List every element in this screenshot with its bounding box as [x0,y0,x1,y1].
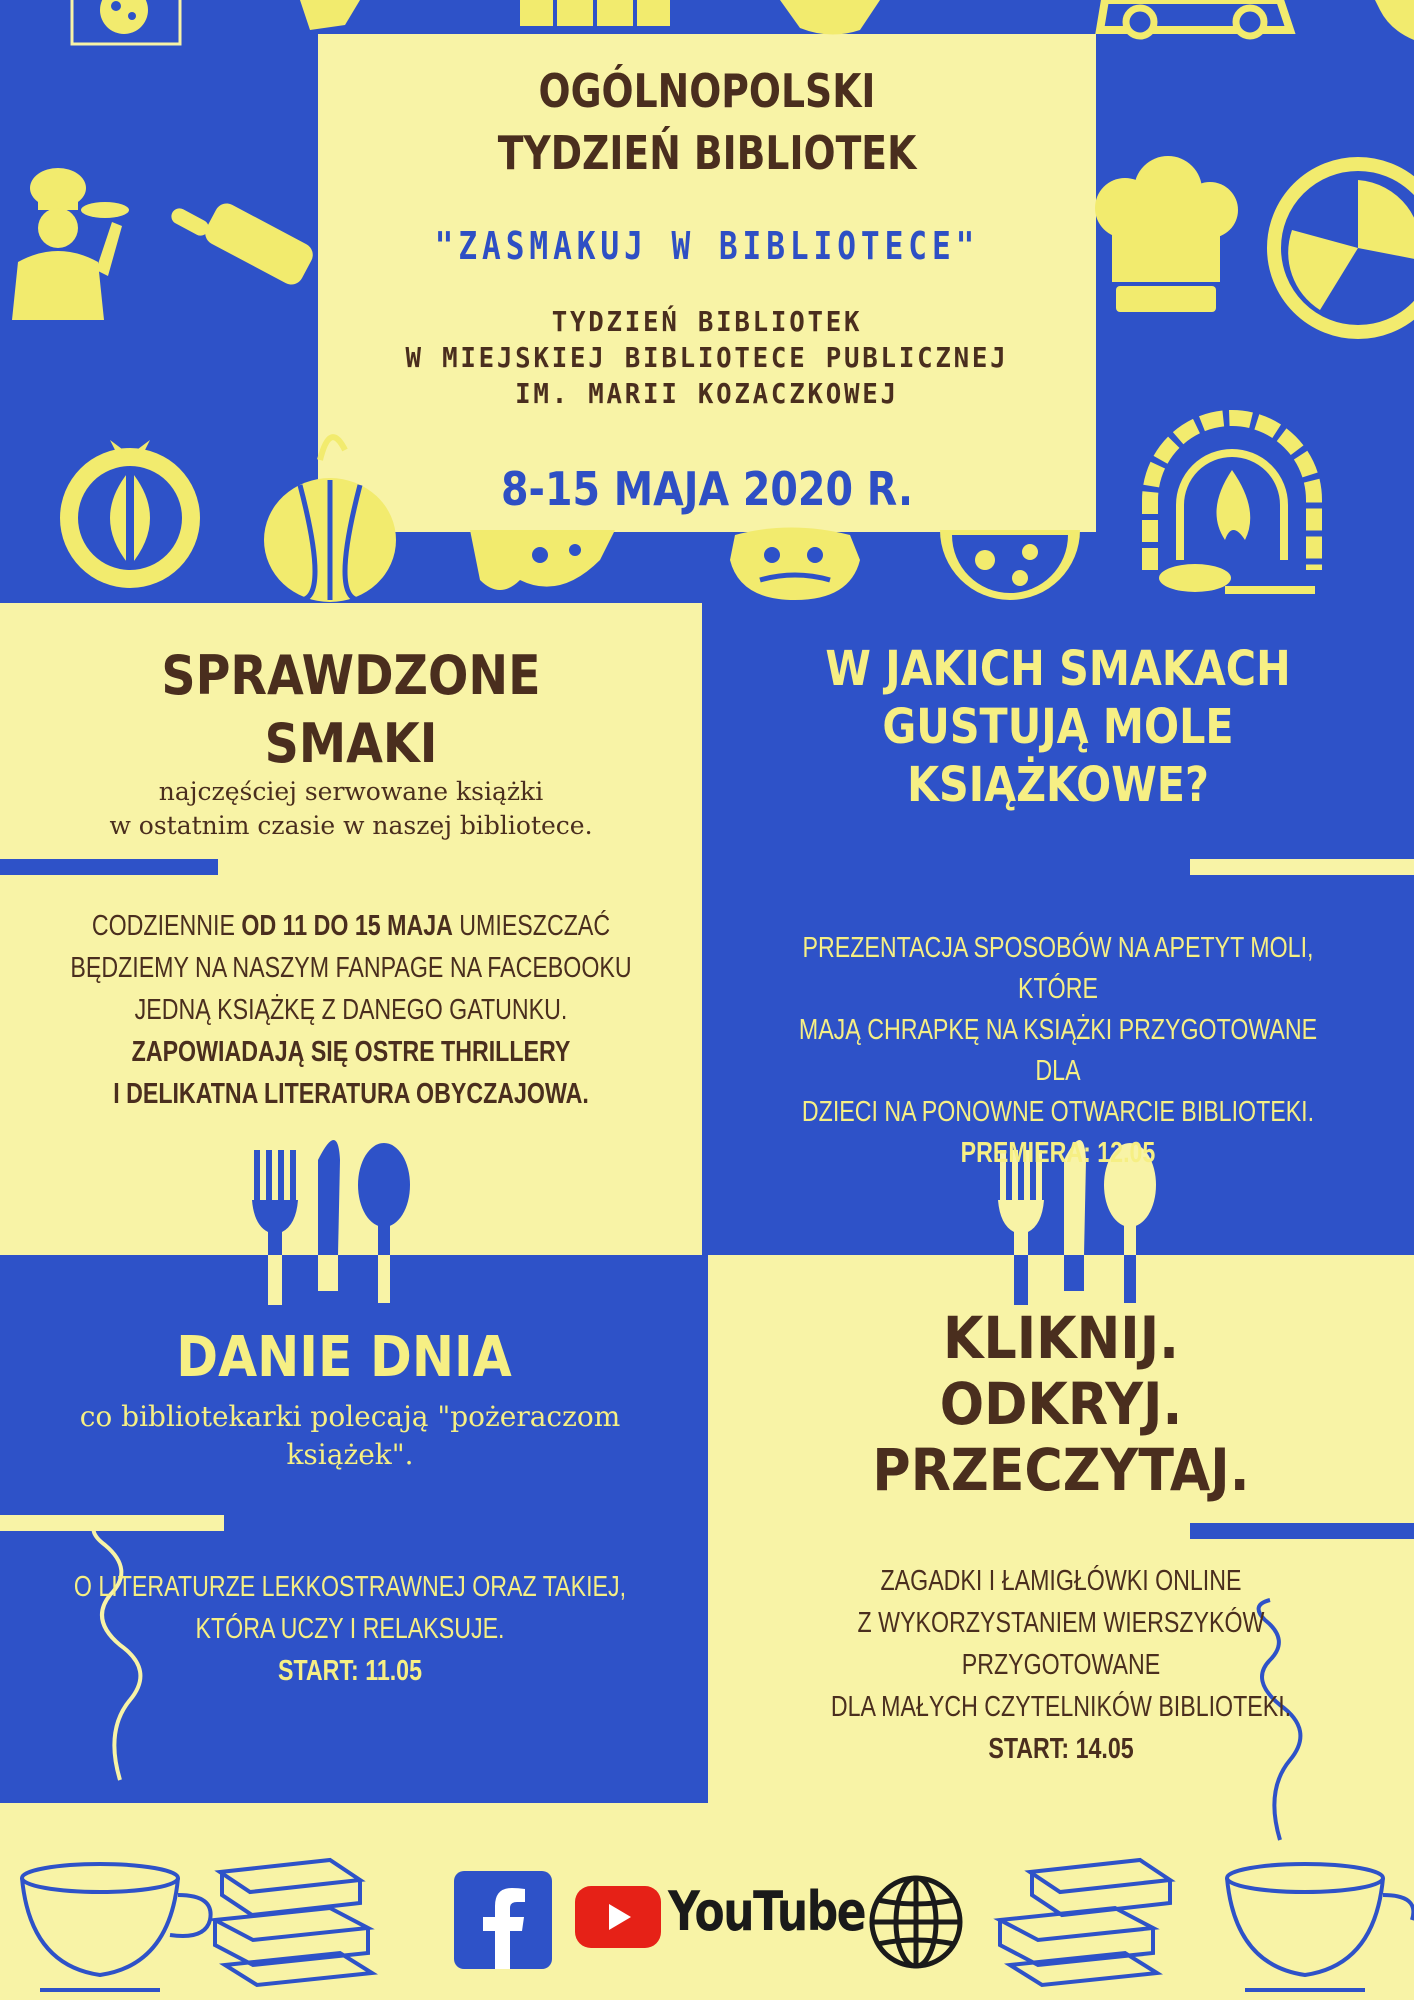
header-slogan: "ZASMAKUJ W BIBLIOTECE" [434,224,980,268]
cup-icon [1227,1864,1413,1990]
section2-title-line: W JAKICH SMAKACH [825,641,1291,697]
section2-body-line: DZIECI NA PONOWNE OTWARCIE BIBLIOTEKI. [801,1096,1315,1128]
section1-subtitle-line: w ostatnim czasie w naszej bibliotece. [109,811,593,840]
divider-bar [1190,859,1414,875]
section2-title-line: GUSTUJĄ MOLE [882,699,1234,755]
divider-bar [0,1515,224,1531]
section2-title-line: KSIĄŻKOWE? [907,757,1209,813]
header-title-line: TYDZIEŃ BIBLIOTEK [497,126,917,180]
section2-title [752,640,1364,814]
section3-subtitle-line: książek". [286,1438,414,1471]
section3-subtitle-line: co bibliotekarki polecają "pożeraczom [79,1400,621,1433]
header-title [388,60,1026,184]
books-stack-icon [215,1860,372,1985]
section4-body-line: ZAGADKI I ŁAMIGŁÓWKI ONLINE [880,1565,1242,1597]
section4-body [779,1560,1344,1770]
header-info-line: IM. MARII KOZACZKOWEJ [515,377,899,410]
cup-icon [22,1864,211,1990]
section1-title [42,642,660,778]
section1-body-text: UMIESZCZAĆ [452,910,611,942]
section3-body-line: O LITERATURZE LEKKOSTRAWNEJ ORAZ TAKIEJ, [73,1571,627,1603]
section1-title-line: SMAKI [264,712,438,775]
section3-body [70,1566,630,1692]
section1-body-highlight: I DELIKATNA LITERATURA OBYCZAJOWA. [113,1078,589,1110]
section4-title [743,1305,1378,1503]
header-info-line: TYDZIEŃ BIBLIOTEK [551,305,863,338]
section1-body-highlight: OD 11 DO 15 MAJA [241,910,453,942]
bread-loaves-icon [520,0,670,26]
section1-body [70,905,632,1115]
section4-body-line: DLA MAŁYCH CZYTELNIKÓW BIBLIOTEKI. [830,1691,1292,1723]
section4-title-line: ODKRYJ. [939,1370,1183,1438]
globe-icon[interactable] [866,1872,966,1972]
divider-bar [0,859,218,875]
section1-body-line [70,905,632,947]
section3-body-line: KTÓRA UCZY I RELAKSUJE. [195,1613,505,1645]
section4-title-line: KLIKNIJ. [943,1304,1179,1372]
section2-body-line: PREZENTACJA SPOSOBÓW NA APETYT MOLI, KTÓRE [802,932,1314,1005]
globe-graphic [866,1872,966,1972]
section1-subtitle-line: najczęściej serwowane książki [158,777,544,806]
youtube-label[interactable]: YouTube [668,1880,866,1943]
header-library-info [349,304,1065,412]
divider-bar [1190,1523,1414,1539]
section2-premiere: PREMIERA: 12.05 [960,1137,1156,1169]
section1-body-highlight: ZAPOWIADAJĄ SIĘ OSTRE THRILLERY [131,1036,571,1068]
section2-body [773,928,1343,1174]
header-title-line: OGÓLNOPOLSKI [538,64,876,118]
section4-body-line: Z WYKORZYSTANIEM WIERSZYKÓW PRZYGOTOWANE [857,1607,1265,1681]
section4-start: START: 14.05 [988,1733,1134,1765]
section3-title: DANIE DNIA [176,1325,512,1390]
section1-body-line: JEDNĄ KSIĄŻKĘ Z DANEGO GATUNKU. [134,994,568,1026]
section2-body-line: MAJĄ CHRAPKĘ NA KSIĄŻKI PRZYGOTOWANE DLA [798,1014,1318,1087]
section1-subtitle [0,775,702,843]
section1-body-line: BĘDZIEMY NA NASZYM FANPAGE NA FACEBOOKU [70,952,632,984]
section3-start: START: 11.05 [278,1655,422,1687]
section1-title-line: SPRAWDZONE [161,644,541,707]
play-icon [575,1886,661,1948]
youtube-icon[interactable] [575,1886,661,1948]
section4-title-line: PRZECZYTAJ. [872,1436,1250,1504]
facebook-logo [454,1871,552,1969]
books-stack-icon [1000,1860,1170,1985]
header-info-line: W MIEJSKIEJ BIBLIOTECE PUBLICZNEJ [405,341,1009,374]
facebook-icon[interactable] [454,1871,552,1969]
section3-subtitle [30,1398,670,1474]
section1-body-text: CODZIENNIE [91,910,242,942]
header-date: 8-15 MAJA 2020 R. [501,462,913,516]
